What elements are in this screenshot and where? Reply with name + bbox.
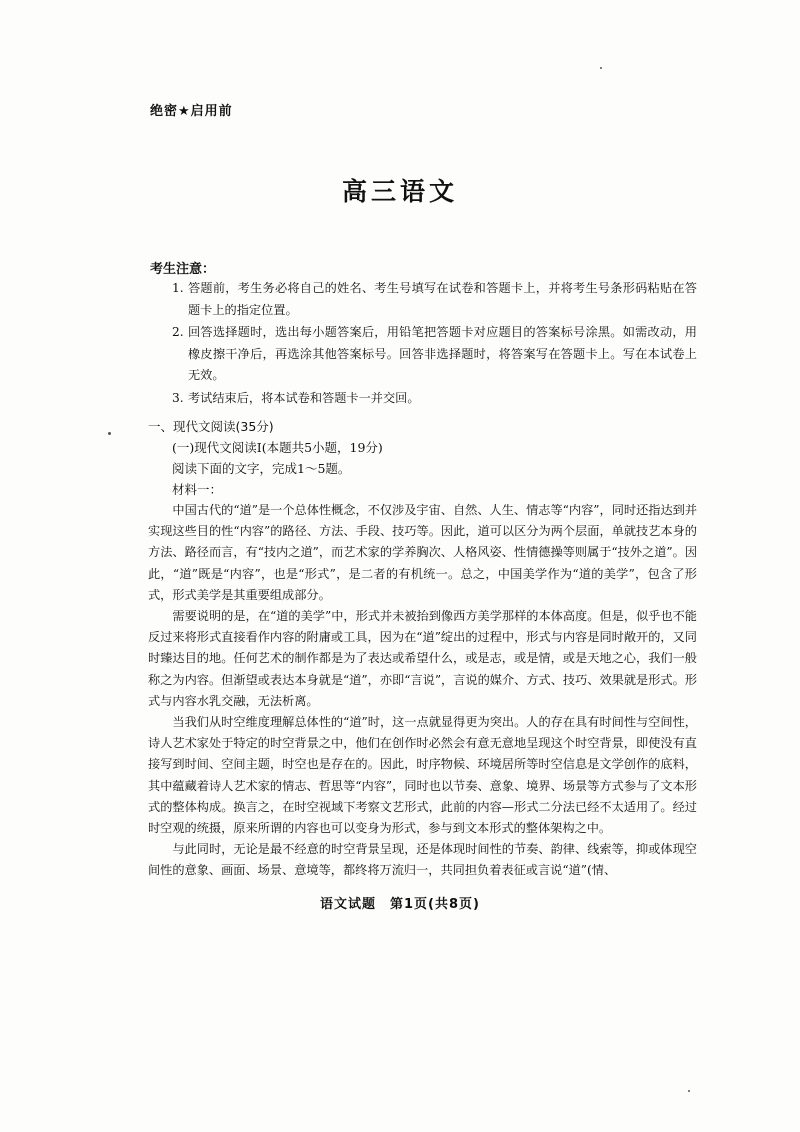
notice-item-number: 2. — [172, 325, 184, 339]
passage-paragraph: 与此同时，无论是最不经意的时空背景呈现，还是体现时间性的节奏、韵律、线索等，抑或体现空间性的意象、画面、场景、意境等，都终将万流归一，共同担负着表征或言说“道”(情、 — [148, 842, 697, 878]
notice-item — [172, 388, 697, 410]
material-label: 材料一： — [172, 482, 223, 497]
passage-paragraph: 当我们从时空维度理解总体性的“道”时，这一点就显得更为突出。人的存在具有时间性与空间性，诗人艺术家处于特定的时空背景之中，他们在创作时必然会有意无意地呈现这个时空背景，即使没有直接写到时间、空间主题，时空也是存在的。因此，时序物候、环境居所等时空信息是文学创作的底料，其中蕴藏着诗人艺术家的情志、哲思等“内容”，同时也以节奏、意象、境界、场景等方式参与了文本形式的整体构成。换言之，在时空视域下考察文艺形式，此前的内容—形式二分法已经不太适用了。经过时空观的统摄，原来所谓的内容也可以变身为形式，参与到文本形式的整体架构之中。 — [148, 715, 697, 836]
scan-speck — [600, 67, 602, 69]
notice-item — [172, 322, 697, 387]
notice-heading: 考生注意： — [150, 262, 216, 277]
notice-item-text: 回答选择题时，选出每小题答案后，用铅笔把答题卡对应题目的答案标号涂黑。如需改动，用橡皮擦干净后，再选涂其他答案标号。回答非选择题时，将答案写在答题卡上。写在本试卷上无效。 — [188, 325, 697, 382]
notice-item-text: 考试结束后，将本试卷和答题卡一并交回。 — [188, 390, 420, 405]
notice-item — [172, 278, 697, 321]
section-heading: 一、现代文阅读(35分) — [148, 419, 274, 434]
notice-item-number: 3. — [172, 390, 184, 405]
notice-list — [172, 278, 697, 410]
page-title: 高三语文 — [341, 177, 458, 206]
passage-paragraph: 需要说明的是，在“道的美学”中，形式并未被抬到像西方美学那样的本体高度。但是，似乎也不能反过来将形式直接看作内容的附庸或工具，因为在“道”绽出的过程中，形式与内容是同时敞开的，又同时臻达目的地。任何艺术的制作都是为了表达或希望什么，或是志，或是情，或是天地之心，我们一般称之为内容。但渐望或表达本身就是“道”，亦即“言说”，言说的媒介、方式、技巧、效果就是形式。形式与内容水乳交融，无法析离。 — [148, 609, 697, 708]
notice-item-number: 1. — [172, 281, 184, 295]
scan-speck — [688, 1090, 690, 1092]
reading-passage — [148, 500, 697, 882]
notice-item-text: 答题前，考生务必将自己的姓名、考生号填写在试卷和答题卡上，并将考生号条形码粘贴在答题卡上的指定位置。 — [188, 281, 697, 317]
confidential-label: 绝密★启用前 — [150, 104, 233, 119]
reading-instruction: 阅读下面的文字，完成1～5题。 — [172, 461, 351, 476]
passage-paragraph: 中国古代的“道”是一个总体性概念，不仅涉及宇宙、自然、人生、情志等“内容”，同时还指达到并实现这些目的性“内容”的路径、方法、手段、技巧等。因此，道可以区分为两个层面，单就技艺本身的方法、路径而言，有“技内之道”，而艺术家的学养胸次、人格风姿、性情德操等则属于“技外之道”。因此，“道”既是“内容”，也是“形式”，是二者的有机统一。总之，中国美学作为“道的美学”，包含了形式，形式美学是其重要组成部分。 — [148, 503, 697, 602]
sub-section-heading: (一)现代文阅读Ⅰ(本题共5小题，19分) — [172, 440, 383, 455]
page-footer: 语文试题 第1页(共8页) — [320, 897, 480, 912]
scan-speck — [108, 432, 111, 435]
